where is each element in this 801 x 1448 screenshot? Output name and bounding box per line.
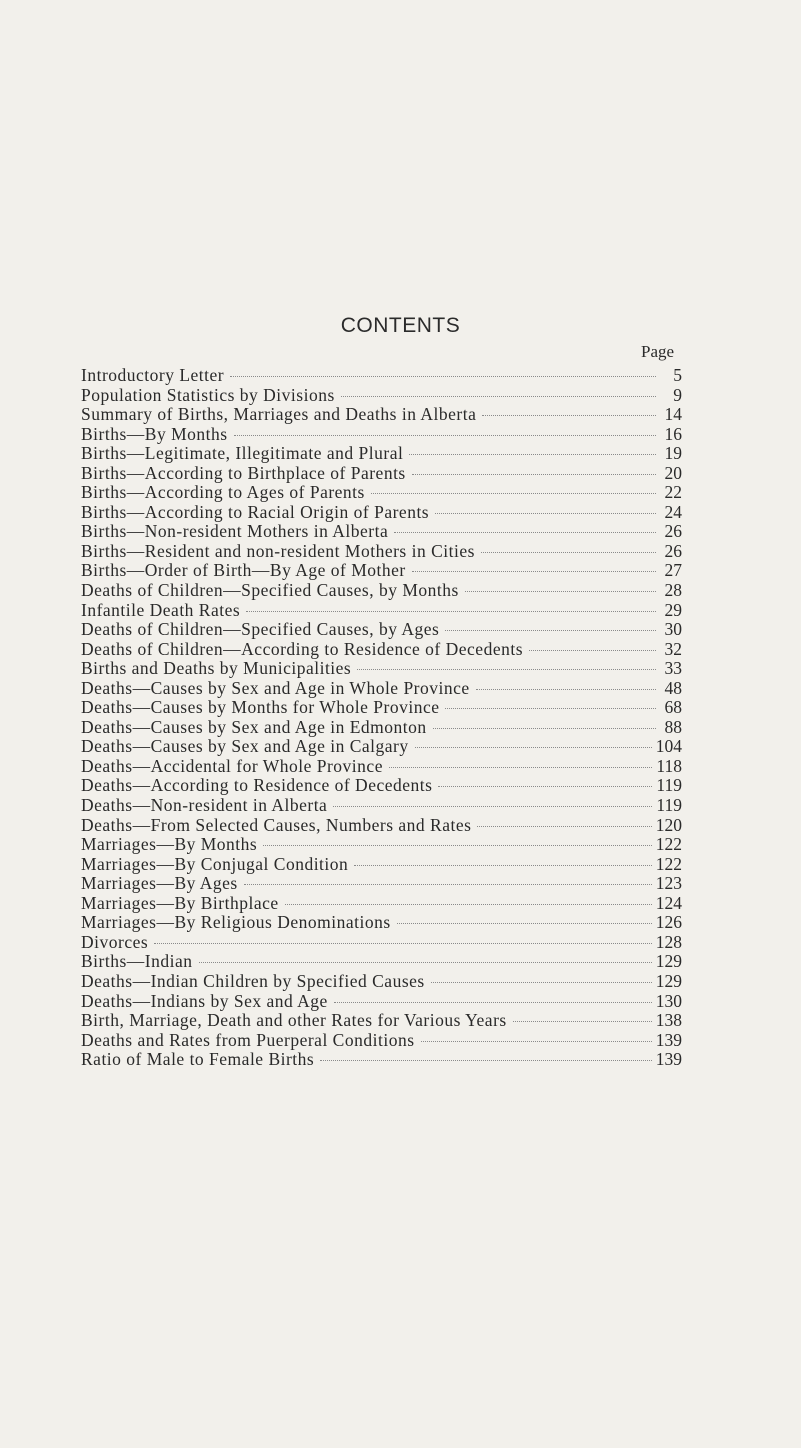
toc-entry-title: Population Statistics by Divisions [81,384,335,405]
toc-entry [81,1031,682,1051]
dot-leader [435,513,656,514]
toc-entry-title: Divorces [81,931,149,952]
toc-entry-page: 124 [655,892,682,913]
toc-entry-page: 48 [664,677,682,698]
toc-entry-page: 28 [664,580,682,601]
toc-entry [81,757,682,777]
toc-entry-title: Summary of Births, Marriages and Deaths in Alberta [81,404,477,425]
toc-entry-title: Ratio of Male to Female Births [81,1049,315,1070]
toc-entry-page: 88 [664,716,682,737]
dot-leader [438,786,652,787]
toc-entry-page: 19 [664,443,682,464]
toc-entry-title: Births and Deaths by Municipalities [81,658,352,679]
toc-entry-title: Births—Resident and non-resident Mothers in Cities [81,540,475,561]
toc-entry-title: Marriages—By Months [81,834,258,855]
toc-entry [81,601,682,621]
toc-entry-page: 139 [655,1049,682,1070]
dot-leader [333,806,652,807]
toc-entry-page: 14 [664,404,682,425]
toc-entry-page: 104 [655,736,682,757]
toc-entry-page: 119 [656,795,682,816]
toc-entry-page: 68 [664,697,682,718]
toc-entry [81,874,682,894]
toc-entry-title: Births—Indian [81,951,193,972]
toc-entry-title: Births—According to Ages of Parents [81,482,365,503]
toc-entry-title: Deaths—Indian Children by Specified Causes [81,970,425,991]
toc-entry [81,581,682,601]
toc-entry-page: 32 [664,638,682,659]
toc-entry-page: 119 [656,775,682,796]
toc-entry-page: 126 [655,912,682,933]
toc-entry [81,405,682,425]
toc-entry [81,542,682,562]
toc-entry [81,366,682,386]
toc-entry-page: 5 [673,365,682,385]
dot-leader [433,728,656,729]
toc-entry-page: 27 [664,560,682,581]
toc-entry [81,444,682,464]
dot-leader [246,611,656,612]
dot-leader [513,1021,652,1022]
toc-entry [81,855,682,875]
toc-entry [81,698,682,718]
toc-entry [81,483,682,503]
toc-entry [81,952,682,972]
toc-entry-page: 26 [664,540,682,561]
contents-heading: CONTENTS [340,314,461,337]
toc-entry [81,776,682,796]
dot-leader [285,904,652,905]
toc-entry-title: Deaths—Causes by Sex and Age in Calgary [81,736,409,757]
toc-entry-title: Deaths and Rates from Puerperal Conditions [81,1029,415,1050]
toc-entry [81,522,682,542]
dot-leader [341,396,656,397]
toc-entry [81,503,682,523]
dot-leader [394,532,656,533]
dot-leader [234,435,656,436]
toc-entry-title: Birth, Marriage, Death and other Rates for Various Years [81,1010,507,1031]
toc-entry-page: 129 [655,970,682,991]
toc-entry-page: 16 [664,423,682,444]
toc-entry-title: Deaths of Children—Specified Causes, by Months [81,580,459,601]
toc-entry [81,640,682,660]
toc-entry-page: 139 [655,1029,682,1050]
toc-entry [81,679,682,699]
toc-entry-page: 20 [664,462,682,483]
toc-entry-page: 9 [673,384,682,405]
toc-entry-page: 33 [664,658,682,679]
toc-entry-page: 128 [655,931,682,952]
toc-entry-page: 130 [655,990,682,1011]
toc-entry-page: 122 [655,834,682,855]
dot-leader [477,826,651,827]
toc-entry [81,718,682,738]
dot-leader [412,474,656,475]
dot-leader [431,982,652,983]
toc-entry-title: Marriages—By Religious Denominations [81,912,391,933]
toc-entry [81,1050,682,1070]
toc-entry-title: Births—Order of Birth—By Age of Mother [81,560,406,581]
dot-leader [263,845,652,846]
toc-entry-title: Deaths—Causes by Sex and Age in Edmonton [81,716,427,737]
dot-leader [412,571,656,572]
dot-leader [421,1041,652,1042]
toc-entry-title: Births—By Months [81,423,228,444]
toc-entry [81,972,682,992]
toc-entry-title: Deaths—Accidental for Whole Province [81,755,383,776]
toc-entry [81,464,682,484]
toc-entry [81,933,682,953]
toc-entry-title: Deaths—Indians by Sex and Age [81,990,328,1011]
toc-entry-page: 138 [655,1010,682,1031]
table-of-contents [81,366,682,1070]
toc-entry [81,796,682,816]
toc-entry [81,659,682,679]
toc-entry-title: Infantile Death Rates [81,599,241,620]
toc-entry-title: Deaths—Causes by Sex and Age in Whole Province [81,677,470,698]
toc-entry-title: Marriages—By Conjugal Condition [81,853,349,874]
toc-entry-title: Births—Non-resident Mothers in Alberta [81,521,389,542]
toc-entry-page: 30 [664,619,682,640]
toc-entry [81,992,682,1012]
dot-leader [445,630,656,631]
toc-entry [81,1011,682,1031]
toc-entry [81,561,682,581]
toc-entry-title: Deaths—According to Residence of Decedents [81,775,433,796]
toc-entry [81,386,682,406]
dot-leader [445,708,656,709]
dot-leader [397,923,652,924]
toc-entry-page: 22 [664,482,682,503]
dot-leader [529,650,656,651]
toc-entry [81,425,682,445]
toc-entry-page: 120 [655,814,682,835]
dot-leader [354,865,651,866]
toc-entry-page: 29 [664,599,682,620]
dot-leader [334,1002,652,1003]
toc-entry-page: 122 [655,853,682,874]
toc-entry [81,835,682,855]
toc-entry-title: Births—According to Birthplace of Parents [81,462,406,483]
toc-entry-title: Deaths of Children—Specified Causes, by Ages [81,619,440,640]
dot-leader [357,669,656,670]
dot-leader [199,962,652,963]
toc-entry-title: Marriages—By Ages [81,873,238,894]
toc-entry [81,913,682,933]
dot-leader [465,591,656,592]
dot-leader [389,767,652,768]
dot-leader [244,884,652,885]
toc-entry-title: Marriages—By Birthplace [81,892,279,913]
toc-entry-title: Deaths—From Selected Causes, Numbers and Rates [81,814,472,835]
toc-entry-page: 123 [655,873,682,894]
toc-entry-page: 118 [656,755,682,776]
toc-entry [81,737,682,757]
dot-leader [476,689,656,690]
dot-leader [320,1060,652,1061]
dot-leader [415,747,652,748]
toc-entry-title: Births—Legitimate, Illegitimate and Plural [81,443,404,464]
dot-leader [154,943,652,944]
toc-entry-page: 24 [664,501,682,522]
toc-entry-page: 129 [655,951,682,972]
page-column-label: Page [641,342,675,361]
toc-entry-title: Births—According to Racial Origin of Parents [81,501,430,522]
toc-entry [81,816,682,836]
toc-entry-title: Deaths—Causes by Months for Whole Province [81,697,440,718]
dot-leader [409,454,656,455]
dot-leader [230,376,656,377]
toc-entry-title: Deaths—Non-resident in Alberta [81,795,328,816]
toc-entry-title: Deaths of Children—According to Residence of Decedents [81,638,524,659]
dot-leader [481,552,656,553]
toc-entry-title: Introductory Letter [81,365,225,385]
toc-entry [81,894,682,914]
dot-leader [482,415,656,416]
toc-entry [81,620,682,640]
dot-leader [371,493,656,494]
toc-entry-page: 26 [664,521,682,542]
